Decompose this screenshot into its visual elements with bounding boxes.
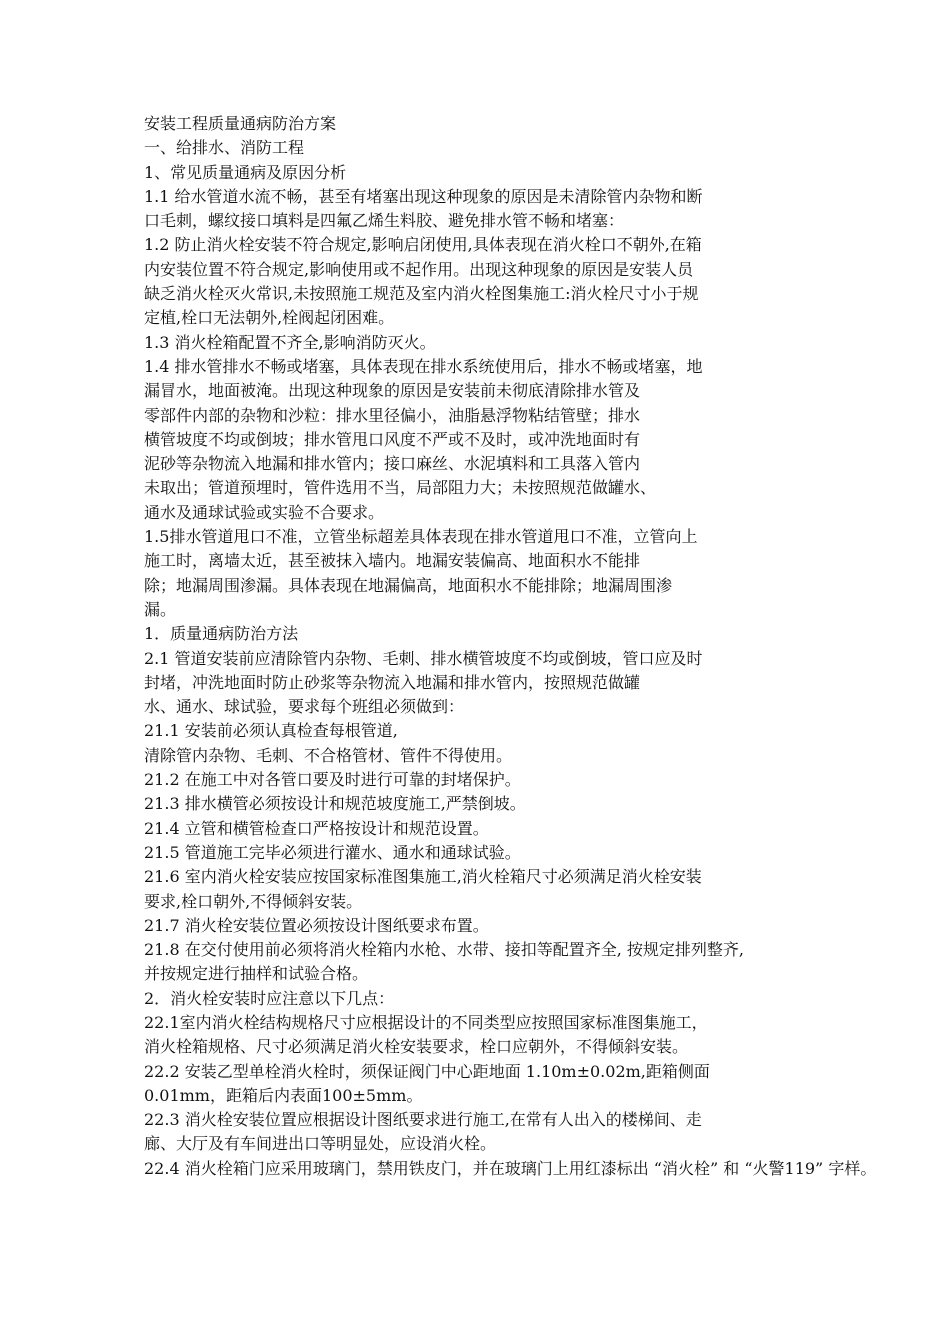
document-line: 消火栓箱规格、尺寸必须满足消火栓安装要求，栓口应朝外，不得倾斜安装。 <box>144 1037 689 1057</box>
document-line: 未取出；管道预埋时，管件选用不当，局部阻力大；未按照规范做罐水、 <box>144 478 657 498</box>
document-line: 22.3 消火栓安装位置应根据设计图纸要求进行施工,在常有人出入的楼梯间、走 <box>144 1110 702 1130</box>
document-line: 施工时，离墙太近，甚至被抹入墙内。地漏安装偏高、地面积水不能排 <box>144 551 641 571</box>
document-line: 封堵，冲洗地面时防止砂浆等杂物流入地漏和排水管内，按照规范做罐 <box>144 672 641 692</box>
document-line: 横管坡度不均或倒坡；排水管甩口风度不严或不及时，或冲洗地面时有 <box>144 429 641 449</box>
document-line: 2．消火栓安装时应注意以下几点： <box>144 988 395 1008</box>
document-line: 1.2 防止消火栓安装不符合规定,影响启闭使用,具体表现在消火栓口不朝外,在箱 <box>144 235 702 255</box>
document-line: 廊、大厅及有车间进出口等明显处，应设消火栓。 <box>144 1134 497 1154</box>
document-line: 缺乏消火栓灭火常识,未按照施工规范及室内消火栓图集施工:消火栓尺寸小于规 <box>144 284 699 304</box>
document-line: 通水及通球试验或实验不合要求。 <box>144 502 385 522</box>
document-line: 21.4 立管和横管检查口严格按设计和规范设置。 <box>144 818 489 838</box>
document-line: 22.1室内消火栓结构规格尺寸应根据设计的不同类型应按照国家标准图集施工， <box>144 1012 708 1032</box>
document-line: 要求,栓口朝外,不得倾斜安装。 <box>144 891 363 911</box>
document-line: 泥砂等杂物流入地漏和排水管内；接口麻丝、水泥填料和工具落入管内 <box>144 454 641 474</box>
document-line: 0.01mm，距箱后内表面100±5mm。 <box>144 1085 423 1105</box>
document-line: 2.1 管道安装前应清除管内杂物、毛刺、排水横管坡度不均或倒坡，管口应及时 <box>144 648 703 668</box>
document-line: 1.1 给水管道水流不畅，甚至有堵塞出现这种现象的原因是未清除管内杂物和断 <box>144 186 703 206</box>
document-line: 21.2 在施工中对各管口要及时进行可靠的封堵保护。 <box>144 770 521 790</box>
document-line: 零部件内部的杂物和沙粒：排水里径偏小，油脂悬浮物粘结管壁；排水 <box>144 405 641 425</box>
document-line: 1.3 消火栓箱配置不齐全,影响消防灭火。 <box>144 332 436 352</box>
document-line: 1.4 排水管排水不畅或堵塞，具体表现在排水系统使用后，排水不畅或堵塞，地 <box>144 356 703 376</box>
document-line: 21.5 管道施工完毕必须进行灌水、通水和通球试验。 <box>144 842 521 862</box>
document-line: 22.2 安装乙型单栓消火栓时，须保证阀门中心距地面 1.10m±0.02m,距箱侧面 <box>144 1061 710 1081</box>
document-line: 内安装位置不符合规定,影响使用或不起作用。出现这种现象的原因是安装人员 <box>144 259 694 279</box>
document-line: 1．质量通病防治方法 <box>144 624 299 644</box>
document-line: 漏冒水，地面被淹。出现这种现象的原因是安装前未彻底清除排水管及 <box>144 381 641 401</box>
document-line: 1、常见质量通病及原因分析 <box>144 162 347 182</box>
document-line: 并按规定进行抽样和试验合格。 <box>144 964 369 984</box>
document-line: 口毛刺，螺纹接口填料是四氟乙烯生料胶、避免排水管不畅和堵塞： <box>144 211 625 231</box>
document-line: 除；地漏周围渗漏。具体表现在地漏偏高，地面积水不能排除；地漏周围渗 <box>144 575 673 595</box>
document-line: 21.7 消火栓安装位置必须按设计图纸要求布置。 <box>144 915 489 935</box>
document-line: 水、通水、球试验，要求每个班组必须做到： <box>144 697 465 717</box>
document-line: 21.8 在交付使用前必须将消火栓箱内水枪、水带、接扣等配置齐全, 按规定排列整齐, <box>144 940 744 960</box>
document-body <box>144 112 894 1181</box>
document-line: 22.4 消火栓箱门应采用玻璃门，禁用铁皮门，并在玻璃门上用红漆标出 “消火栓” 和 “火警119” 字样。 <box>144 1158 877 1178</box>
document-line: 1.5排水管道甩口不准，立管坐标超差具体表现在排水管道甩口不准，立管向上 <box>144 527 698 547</box>
document-line: 定植,栓口无法朝外,栓阀起闭困难。 <box>144 308 395 328</box>
document-title: 安装工程质量通病防治方案 <box>144 114 337 133</box>
document-line: 清除管内杂物、毛刺、不合格管材、管件不得使用。 <box>144 745 513 765</box>
document-line: 漏。 <box>144 599 177 619</box>
document-line: 一、给排水、消防工程 <box>144 138 305 158</box>
document-line: 21.6 室内消火栓安装应按国家标准图集施工,消火栓箱尺寸必须满足消火栓安装 <box>144 867 702 887</box>
document-line: 21.1 安装前必须认真检查每根管道, <box>144 721 398 741</box>
document-line: 21.3 排水横管必须按设计和规范坡度施工,严禁倒坡。 <box>144 794 526 814</box>
